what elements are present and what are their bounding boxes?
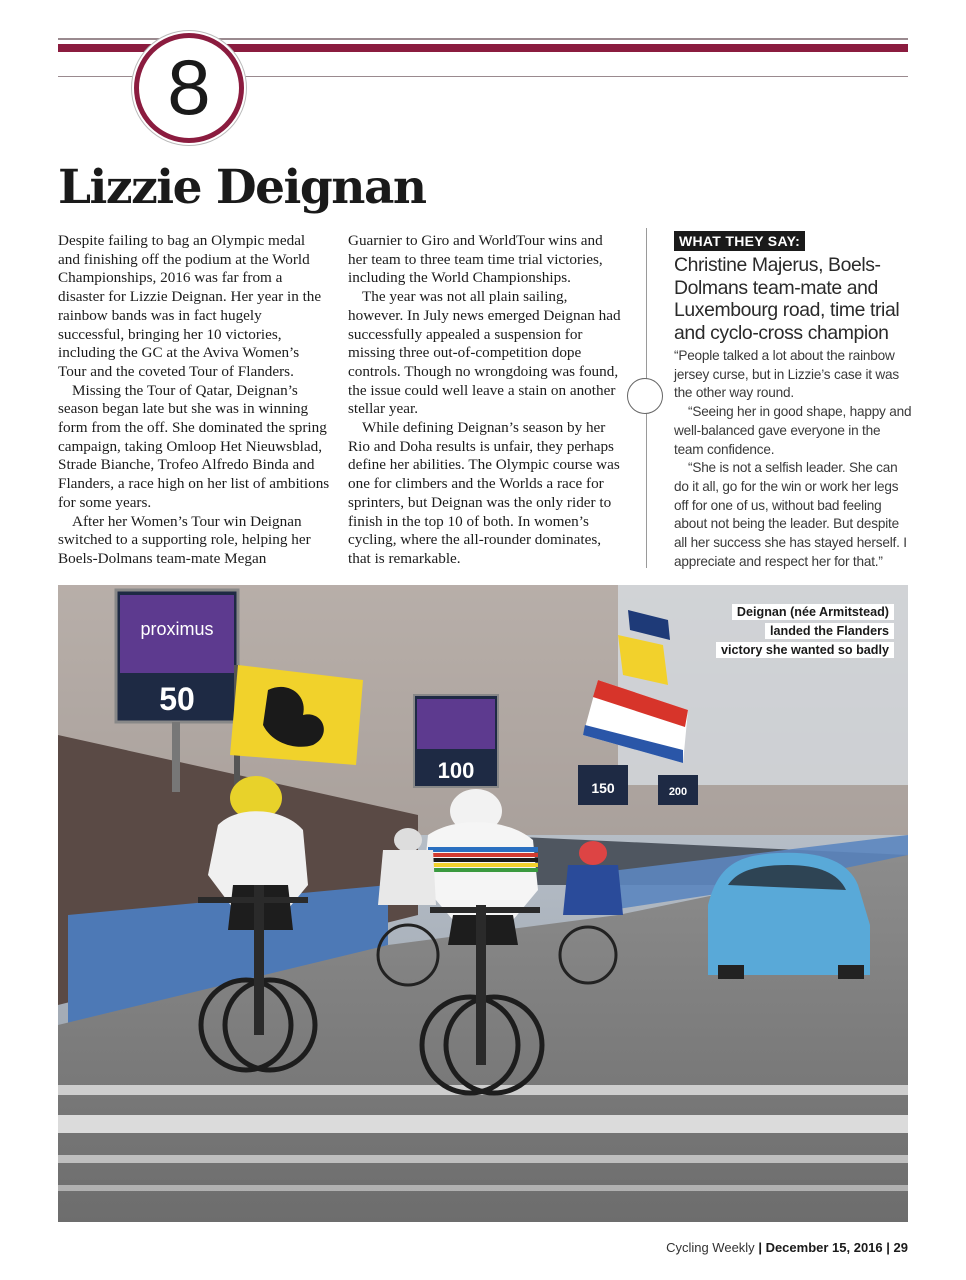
svg-text:proximus: proximus [140, 619, 214, 639]
svg-text:150: 150 [591, 780, 615, 796]
road-marking [58, 1185, 908, 1191]
quote-source: Christine Majerus, Boels-Dolmans team-mate and Luxembourg road, time trial and cyclo-cross champion [674, 254, 900, 344]
article-column-2 [348, 232, 622, 569]
paragraph: While defining Deignan’s season by her Rio and Doha results is unfair, they perhaps define her abilities. The Olympic course was one for climbers and the Worlds a race for sprinters, but Deignan was the only rider to finish in the top 10 of both. In women’s cycling, where the all-rounder dominates, that is remarkable. [348, 419, 620, 567]
quote-paragraph: “She is not a selfish leader. She can do it all, go for the win or work her legs off for one of us, without bad feeling about not being the leader. But despite all her success she has stayed herself. I appreciate and respect her for that.” [674, 460, 907, 569]
paragraph: Missing the Tour of Qatar, Deignan’s season began late but she was in winning form from the off. She dominated the spring campaign, taking Omloop Het Nieuwsblad, Strade Bianche, Trofeo Alfredo Binda and Flanders, a race high on her list of ambitions for some years. [58, 381, 330, 511]
paragraph: The year was not all plain sailing, however. In July news emerged Deignan had successfully appealed a suspension for missing three out-of-competition dope controls. Though no wrongdoing was found, the issue could well leave a stain on another stellar year. [348, 288, 621, 418]
rank-number: 8 [167, 43, 211, 131]
quote-paragraph: “Seeing her in good shape, happy and well-balanced gave everyone in the team confidence. [674, 404, 912, 457]
quote-label: WHAT THEY SAY: [674, 231, 805, 251]
photo-caption [716, 603, 894, 660]
svg-text:50: 50 [159, 681, 195, 717]
race-photo [58, 585, 908, 1222]
issue-date: December 15, 2016 [765, 1240, 883, 1255]
article-headline: Lizzie Deignan [58, 160, 426, 215]
quote-paragraph: “People talked a lot about the rainbow jersey curse, but in Lizzie’s case it was the other way round. [674, 348, 900, 401]
quote-body [674, 347, 912, 571]
rank-badge [134, 33, 244, 143]
divider-circle-ornament [627, 378, 663, 414]
race-photo-illustration [58, 585, 908, 1222]
distance-sign-100 [414, 695, 498, 787]
distance-sign-200 [658, 775, 698, 805]
paragraph: Guarnier to Giro and WorldTour wins and her team to three team time trial victories, including the World Championships. [348, 232, 603, 287]
paragraph: Despite failing to bag an Olympic medal and finishing off the podium at the World Championships, 2016 was far from a disaster for Lizzie Deignan. Her year in the rainbow bands was in fact hugely successful, bringing her 10 victories, including the GC at the Aviva Women’s Tour and the coveted Tour of Flanders. [58, 232, 322, 380]
svg-text:100: 100 [437, 758, 475, 783]
page-footer: Cycling Weekly | December 15, 2016 | 29 [666, 1240, 908, 1255]
road-marking [58, 1155, 908, 1163]
finish-line [58, 1115, 908, 1133]
page-number: 29 [893, 1240, 908, 1255]
quote-sidebar [674, 231, 912, 571]
caption-line: Deignan (née Armitstead) [732, 604, 894, 620]
team-car [708, 853, 870, 979]
paragraph: After her Women’s Tour win Deignan switched to a supporting role, helping her Boels-Dolmans team-mate Megan [58, 512, 311, 567]
distance-sign-150 [578, 765, 628, 805]
svg-text:200: 200 [668, 786, 688, 798]
caption-line: victory she wanted so badly [716, 642, 894, 658]
publication-name: Cycling Weekly [666, 1240, 755, 1255]
caption-line: landed the Flanders [765, 623, 894, 639]
article-column-1 [58, 232, 330, 569]
